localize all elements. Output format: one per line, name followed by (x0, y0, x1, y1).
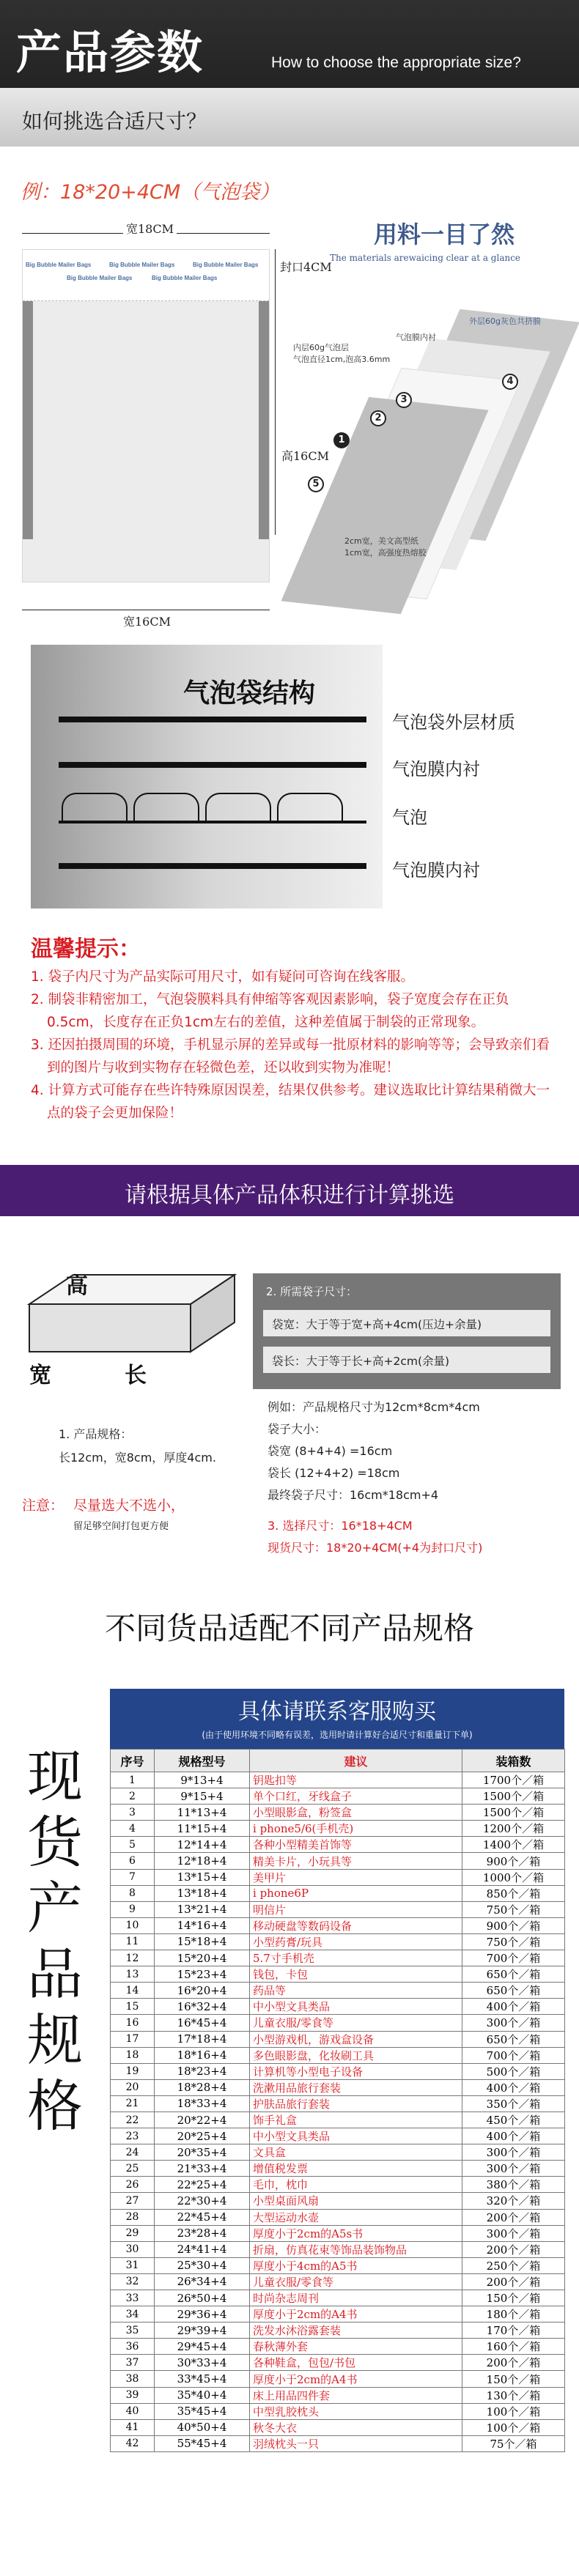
example-title: 例如：产品规格尺寸为12cm*8cm*4cm (268, 1400, 480, 1414)
table-row (111, 2306, 565, 2323)
layers-subtitle: The materials arewaicing clear at a glance (330, 253, 521, 263)
table-cell: 羽绒枕头一只 (250, 2435, 462, 2451)
layer-num-3: 3 (396, 392, 412, 408)
table-cell: 26 (111, 2177, 155, 2193)
table-cell: 31 (111, 2257, 155, 2273)
table-cell: 35*40+4 (155, 2387, 250, 2403)
table-cell: 15*18+4 (155, 1933, 250, 1950)
table-cell: 400个／箱 (462, 1999, 565, 2015)
height-line (275, 300, 276, 535)
table-cell: 钥匙扣等 (250, 1772, 462, 1788)
table-cell: 小型药膏/玩具 (250, 1933, 462, 1950)
col-header: 装箱数 (462, 1750, 565, 1772)
table-cell: 32 (111, 2273, 155, 2290)
table-cell: 36 (111, 2339, 155, 2355)
table-row (111, 2387, 565, 2403)
table-cell: 21 (111, 2095, 155, 2111)
table-cell: i phone6P (250, 1885, 462, 1901)
seal-strip (23, 250, 269, 301)
seal-line (275, 249, 276, 300)
table-cell: 9*15+4 (155, 1788, 250, 1805)
table-row (111, 2371, 565, 2387)
table-cell: 中小型文具类品 (250, 1999, 462, 2015)
ann-inner: 内层60g气泡层 气泡直径1cm,泡高3.6mm (293, 343, 391, 364)
table-cell: 16*20+4 (155, 1983, 250, 1999)
layer-num-1: 1 (333, 432, 350, 448)
calc-banner-text: 请根据具体产品体积进行计算挑选 (125, 1182, 454, 1208)
table-cell: 12 (111, 1950, 155, 1966)
table-cell: 19 (111, 2063, 155, 2079)
spec-title: 不同货品适配不同产品规格 (104, 1610, 474, 1646)
table-row (111, 1966, 565, 1983)
table-cell: 26*50+4 (155, 2290, 250, 2306)
table-cell: 大型运动水壶 (250, 2209, 462, 2225)
table-cell: 18*28+4 (155, 2079, 250, 2095)
table-body (111, 1772, 565, 2452)
box-wide-label: 宽 (29, 1363, 51, 1388)
table-cell: 饰手礼盒 (250, 2111, 462, 2128)
table-cell: 精美卡片，小玩具等 (250, 1853, 462, 1869)
table-row (111, 1853, 565, 1869)
example-final: 最终袋子尺寸：16cm*18cm+4 (268, 1488, 439, 1502)
table-cell: 3 (111, 1805, 155, 1821)
example-size: 袋子大小： (268, 1422, 327, 1436)
table-cell: 100个／箱 (462, 2403, 565, 2419)
table-cell: 13*18+4 (155, 1885, 250, 1901)
table-cell: 1 (111, 1772, 155, 1788)
seal-label: 封口4CM (280, 260, 332, 274)
page-subtitle: How to choose the appropriate size? (271, 54, 521, 71)
layer-num-4: 4 (502, 374, 518, 390)
table-cell: 750个／箱 (462, 1933, 565, 1950)
table-cell: 650个／箱 (462, 2031, 565, 2047)
table-cell: 23*28+4 (155, 2225, 250, 2241)
table-cell: 150个／箱 (462, 2290, 565, 2306)
table-cell: 10 (111, 1917, 155, 1933)
strip-print: Big Bubble Mailer Bags (26, 262, 92, 268)
table-cell: 35 (111, 2323, 155, 2339)
table-cell: 4 (111, 1821, 155, 1837)
table-cell: 41 (111, 2419, 155, 2435)
table-cell: 28 (111, 2209, 155, 2225)
table-row (111, 2079, 565, 2095)
table-cell: 200个／箱 (462, 2209, 565, 2225)
table-cell: 33*45+4 (155, 2371, 250, 2387)
table-cell: 20*25+4 (155, 2128, 250, 2144)
table-row (111, 2095, 565, 2111)
table-cell: 900个／箱 (462, 1917, 565, 1933)
table-cell: 21*33+4 (155, 2161, 250, 2177)
table-row (111, 2193, 565, 2209)
table-row (111, 2161, 565, 2177)
table-row (111, 1933, 565, 1950)
table-cell: 1000个／箱 (462, 1869, 565, 1885)
spec-label: 1. 产品规格： (59, 1427, 133, 1441)
table-cell: 春秋薄外套 (250, 2339, 462, 2355)
table-cell: 18*33+4 (155, 2095, 250, 2111)
table-cell: 200个／箱 (462, 2241, 565, 2257)
table-row (111, 2063, 565, 2079)
strip-print: Big Bubble Mailer Bags (152, 275, 218, 281)
table-cell: 27 (111, 2193, 155, 2209)
table-cell: 14 (111, 1983, 155, 1999)
panel-length-band (263, 1347, 550, 1373)
table-cell: 300个／箱 (462, 2161, 565, 2177)
table-cell: 秋冬大衣 (250, 2419, 462, 2435)
table-cell: 厚度小于2cm的A5s书 (250, 2225, 462, 2241)
table-cell: 380个／箱 (462, 2177, 565, 2193)
strip-print: Big Bubble Mailer Bags (193, 262, 259, 268)
table-cell: 200个／箱 (462, 2355, 565, 2371)
bubble-shape (205, 793, 271, 823)
table-cell: 29*39+4 (155, 2323, 250, 2339)
table-row (111, 1999, 565, 2015)
table-row (111, 2031, 565, 2047)
table-row (111, 2015, 565, 2031)
spec-value: 长12cm，宽8cm，厚度4cm. (59, 1451, 216, 1465)
table-cell: 20*35+4 (155, 2144, 250, 2161)
choose-size: 3. 选择尺寸：16*18+4CM (268, 1519, 413, 1533)
panel-length: 袋长：大于等于长+高+2cm(余量) (272, 1355, 450, 1368)
table-cell: 17 (111, 2031, 155, 2047)
table-cell: 床上用品四件套 (250, 2387, 462, 2403)
structure-label-outer: 气泡袋外层材质 (392, 712, 515, 733)
table-cell: 40 (111, 2403, 155, 2419)
table-cell: 11 (111, 1933, 155, 1950)
table-cell: 34 (111, 2306, 155, 2323)
note-sub: 留足够空间打包更方便 (73, 1521, 169, 1532)
table-title: 具体请联系客服购买 (238, 1699, 436, 1725)
table-cell: 200个／箱 (462, 2273, 565, 2290)
table-cell: 毛巾，枕巾 (250, 2177, 462, 2193)
table-cell: 55*45+4 (155, 2435, 250, 2451)
structure-line-outer (59, 717, 366, 722)
question-bar (0, 88, 579, 147)
note-main: 尽量选大不选小， (73, 1498, 185, 1514)
table-cell: 42 (111, 2435, 155, 2451)
example-length: 袋长 (12+4+2) =18cm (268, 1466, 400, 1480)
tips-list (31, 966, 558, 1125)
table-cell: 160个／箱 (462, 2339, 565, 2355)
table-row (111, 2241, 565, 2257)
table-cell: 小型桌面风扇 (250, 2193, 462, 2209)
table-cell: 9*13+4 (155, 1772, 250, 1788)
table-cell: 7 (111, 1869, 155, 1885)
required-size-panel (253, 1273, 561, 1389)
table-row (111, 1772, 565, 1788)
table-cell: 35*45+4 (155, 2403, 250, 2419)
table-row (111, 1917, 565, 1933)
structure-line-film-2 (59, 863, 366, 869)
strip-print: Big Bubble Mailer Bags (67, 275, 133, 281)
table-cell: 100个／箱 (462, 2419, 565, 2435)
tip-item: 4. 计算方式可能存在些许特殊原因误差，结果仅供参考。建议选取比计算结果稍微大一点的袋子会更加保险！ (31, 1083, 550, 1121)
table-cell: 75个／箱 (462, 2435, 565, 2451)
table-row (111, 1901, 565, 1917)
table-cell: 小型游戏机，游戏盒设备 (250, 2031, 462, 2047)
question-text: 如何挑选合适尺寸？ (22, 109, 207, 133)
tip-item: 2. 制袋非精密加工，气泡袋膜料具有伸缩等客观因素影响，袋子宽度会存在正负0.5cm，长度存在正负1cm左右的差值，这种差值属于制袋的正常现象。 (31, 992, 509, 1030)
table-cell: 1700个／箱 (462, 1772, 565, 1788)
table-row (111, 1885, 565, 1901)
table-cell: 24 (111, 2144, 155, 2161)
table-row (111, 2047, 565, 2063)
layers-title: 用料一目了然 (374, 221, 515, 248)
table-cell: 25 (111, 2161, 155, 2177)
spec-table (110, 1749, 565, 2452)
table-cell: 14*16+4 (155, 1917, 250, 1933)
stock-size: 现货尺寸：18*20+4CM(+4为封口尺寸) (268, 1541, 483, 1555)
structure-title: 气泡袋结构 (183, 678, 316, 708)
table-cell: 5.7寸手机壳 (250, 1950, 462, 1966)
table-row (111, 2273, 565, 2290)
note-label: 注意： (22, 1498, 64, 1514)
table-cell: 320个／箱 (462, 2193, 565, 2209)
bag-right-edge (259, 301, 269, 539)
table-cell: 700个／箱 (462, 1950, 565, 1966)
layer-num-2: 2 (370, 410, 386, 426)
table-cell: 22 (111, 2111, 155, 2128)
table-row (111, 2355, 565, 2371)
table-cell: 16*45+4 (155, 2015, 250, 2031)
structure-label-film: 气泡膜内衬 (392, 759, 480, 780)
table-cell: i phone5/6(手机壳) (250, 1821, 462, 1837)
table-cell: 单个口红，牙线盒子 (250, 1788, 462, 1805)
table-cell: 700个／箱 (462, 2047, 565, 2063)
table-cell: 25*30+4 (155, 2257, 250, 2273)
width-top-label: 宽18CM (123, 220, 177, 237)
table-cell: 900个／箱 (462, 1853, 565, 1869)
structure-label-film-2: 气泡膜内衬 (392, 860, 480, 881)
table-cell: 厚度小于2cm的A4书 (250, 2371, 462, 2387)
table-cell: 38 (111, 2371, 155, 2387)
table-cell: 文具盒 (250, 2144, 462, 2161)
table-cell: 30*33+4 (155, 2355, 250, 2371)
table-row (111, 1983, 565, 1999)
table-cell: 850个／箱 (462, 1885, 565, 1901)
table-cell: 26*34+4 (155, 2273, 250, 2290)
table-row (111, 1869, 565, 1885)
table-cell: 30 (111, 2241, 155, 2257)
bag-left-edge (23, 301, 33, 539)
table-cell: 多色眼影盘，化妆刷工具 (250, 2047, 462, 2063)
table-cell: 1200个／箱 (462, 1821, 565, 1837)
example-width: 袋宽 (8+4+4) =16cm (268, 1444, 393, 1458)
structure-line-film (59, 762, 366, 768)
table-cell: 折扇，仿真花束等饰品装饰物品 (250, 2241, 462, 2257)
table-cell: 计算机等小型电子设备 (250, 2063, 462, 2079)
table-cell: 18*16+4 (155, 2047, 250, 2063)
panel-width-band (263, 1310, 550, 1336)
table-cell: 350个／箱 (462, 2095, 565, 2111)
table-cell: 180个／箱 (462, 2306, 565, 2323)
table-cell: 11*15+4 (155, 1821, 250, 1837)
table-cell: 时尚杂志周刊 (250, 2290, 462, 2306)
table-cell: 护肤品旅行套装 (250, 2095, 462, 2111)
tip-item: 1. 袋子内尺寸为产品实际可用尺寸，如有疑问可咨询在线客服。 (31, 969, 415, 985)
table-cell: 15 (111, 1999, 155, 2015)
table-note: (由于使用环境不同略有误差，选用时请计算好合适尺寸和重量订下单) (202, 1730, 473, 1740)
table-cell: 美甲片 (250, 1869, 462, 1885)
table-cell: 8 (111, 1885, 155, 1901)
table-cell: 1500个／箱 (462, 1788, 565, 1805)
table-cell: 增值税发票 (250, 2161, 462, 2177)
table-cell: 移动硬盘等数码设备 (250, 1917, 462, 1933)
table-cell: 22*25+4 (155, 2177, 250, 2193)
table-cell: 300个／箱 (462, 2015, 565, 2031)
table-cell: 300个／箱 (462, 2225, 565, 2241)
bubble-shape (277, 793, 343, 823)
table-cell: 500个／箱 (462, 2063, 565, 2079)
height-label: 高16CM (281, 449, 329, 463)
table-cell: 6 (111, 1853, 155, 1869)
table-row (111, 2144, 565, 2161)
table-cell: 450个／箱 (462, 2111, 565, 2128)
table-row (111, 1837, 565, 1853)
table-cell: 29 (111, 2225, 155, 2241)
table-cell: 18 (111, 2047, 155, 2063)
table-cell: 20*22+4 (155, 2111, 250, 2128)
panel-title: 2. 所需袋子尺寸： (266, 1285, 358, 1298)
table-row (111, 2177, 565, 2193)
table-cell: 钱包，卡包 (250, 1966, 462, 1983)
table-cell: 厚度小于4cm的A5书 (250, 2257, 462, 2273)
tip-item: 3. 还因拍摄周围的环境，手机显示屏的差异或每一批原材料的影响等等；会导致亲们看到的图片与收到实物存在轻微色差，还以收到实物为准呢！ (31, 1037, 550, 1076)
table-cell: 17*18+4 (155, 2031, 250, 2047)
table-cell: 29*45+4 (155, 2339, 250, 2355)
table-cell: 儿童衣服/零食等 (250, 2015, 462, 2031)
table-row (111, 2209, 565, 2225)
vertical-heading: 现货产品规格 (27, 1744, 83, 2139)
table-cell: 18*23+4 (155, 2063, 250, 2079)
table-cell: 37 (111, 2355, 155, 2371)
table-cell: 150个／箱 (462, 2371, 565, 2387)
table-cell: 250个／箱 (462, 2257, 565, 2273)
structure-label-bubble: 气泡 (392, 807, 427, 828)
bag-diagram (22, 249, 270, 582)
table-cell: 650个／箱 (462, 1983, 565, 1999)
table-cell: 170个／箱 (462, 2323, 565, 2339)
table-cell: 洗漱用品旅行套装 (250, 2079, 462, 2095)
box-high-label: 高 (66, 1273, 88, 1299)
ann-film: 气泡膜内衬 (396, 333, 436, 342)
table-row (111, 2111, 565, 2128)
table-cell: 各种小型精美首饰等 (250, 1837, 462, 1853)
col-header: 序号 (111, 1750, 155, 1772)
table-cell: 1400个／箱 (462, 1837, 565, 1853)
table-cell: 各种鞋盒，包包/书包 (250, 2355, 462, 2371)
table-cell: 15*23+4 (155, 1966, 250, 1983)
table-cell: 小型眼影盒，粉签盒 (250, 1805, 462, 1821)
table-row (111, 2339, 565, 2355)
table-cell: 23 (111, 2128, 155, 2144)
table-row (111, 1788, 565, 1805)
col-header: 建议 (250, 1750, 462, 1772)
table-row (111, 1950, 565, 1966)
strip-print: Big Bubble Mailer Bags (109, 262, 175, 268)
table-header-row (111, 1750, 565, 1772)
table-cell: 11*13+4 (155, 1805, 250, 1821)
table-row (111, 2225, 565, 2241)
table-cell: 1500个／箱 (462, 1805, 565, 1821)
table-row (111, 1805, 565, 1821)
table-cell: 750个／箱 (462, 1901, 565, 1917)
table-row (111, 2290, 565, 2306)
width-bottom-label: 宽16CM (123, 615, 171, 629)
bubble-shape (62, 793, 128, 823)
table-cell: 130个／箱 (462, 2387, 565, 2403)
table-cell: 40*50+4 (155, 2419, 250, 2435)
col-header: 规格型号 (155, 1750, 250, 1772)
table-cell: 300个／箱 (462, 2144, 565, 2161)
table-cell: 13 (111, 1966, 155, 1983)
table-cell: 16*32+4 (155, 1999, 250, 2015)
table-cell: 29*36+4 (155, 2306, 250, 2323)
table-cell: 16 (111, 2015, 155, 2031)
table-cell: 12*18+4 (155, 1853, 250, 1869)
table-row (111, 2419, 565, 2435)
table-row (111, 1821, 565, 1837)
tips-title: 温馨提示： (31, 936, 141, 962)
table-cell: 22*45+4 (155, 2209, 250, 2225)
table-cell: 9 (111, 1901, 155, 1917)
panel-width: 袋宽：大于等于宽+高+4cm(压边+余量) (272, 1318, 482, 1331)
table-cell: 15*20+4 (155, 1950, 250, 1966)
table-cell: 39 (111, 2387, 155, 2403)
ann-bottom: 2cm宽，美文高型纸 1cm宽，高强度热熔胶 (344, 536, 427, 558)
table-cell: 5 (111, 1837, 155, 1853)
table-row (111, 2128, 565, 2144)
table-cell: 13*15+4 (155, 1869, 250, 1885)
table-cell: 中小型文具类品 (250, 2128, 462, 2144)
table-cell: 22*30+4 (155, 2193, 250, 2209)
table-cell: 洗发水沐浴露套装 (250, 2323, 462, 2339)
table-cell: 400个／箱 (462, 2128, 565, 2144)
table-cell: 儿童衣服/零食等 (250, 2273, 462, 2290)
table-cell: 12*14+4 (155, 1837, 250, 1853)
table-cell: 药品等 (250, 1983, 462, 1999)
bubble-shape (133, 793, 199, 823)
structure-line-bubble (59, 821, 366, 823)
table-cell: 厚度小于2cm的A4书 (250, 2306, 462, 2323)
table-row (111, 2257, 565, 2273)
layer-num-5: 5 (308, 476, 324, 492)
table-row (111, 2403, 565, 2419)
table-cell: 13*21+4 (155, 1901, 250, 1917)
table-cell: 20 (111, 2079, 155, 2095)
calc-banner (0, 1165, 579, 1216)
page-header (0, 0, 579, 147)
table-cell: 33 (111, 2290, 155, 2306)
table-cell: 中型乳胶枕头 (250, 2403, 462, 2419)
table-cell: 650个／箱 (462, 1966, 565, 1983)
page-title: 产品参数 (16, 26, 204, 79)
table-cell: 明信片 (250, 1901, 462, 1917)
ann-outer: 外层60g灰色共挤膜 (469, 317, 541, 326)
table-header-banner (110, 1689, 564, 1749)
table-row (111, 2323, 565, 2339)
table-cell: 2 (111, 1788, 155, 1805)
table-row (111, 2435, 565, 2451)
box-long-label: 长 (125, 1363, 147, 1388)
table-cell: 24*41+4 (155, 2241, 250, 2257)
example-label: 例：18*20+4CM（气泡袋） (21, 181, 280, 204)
table-cell: 400个／箱 (462, 2079, 565, 2095)
